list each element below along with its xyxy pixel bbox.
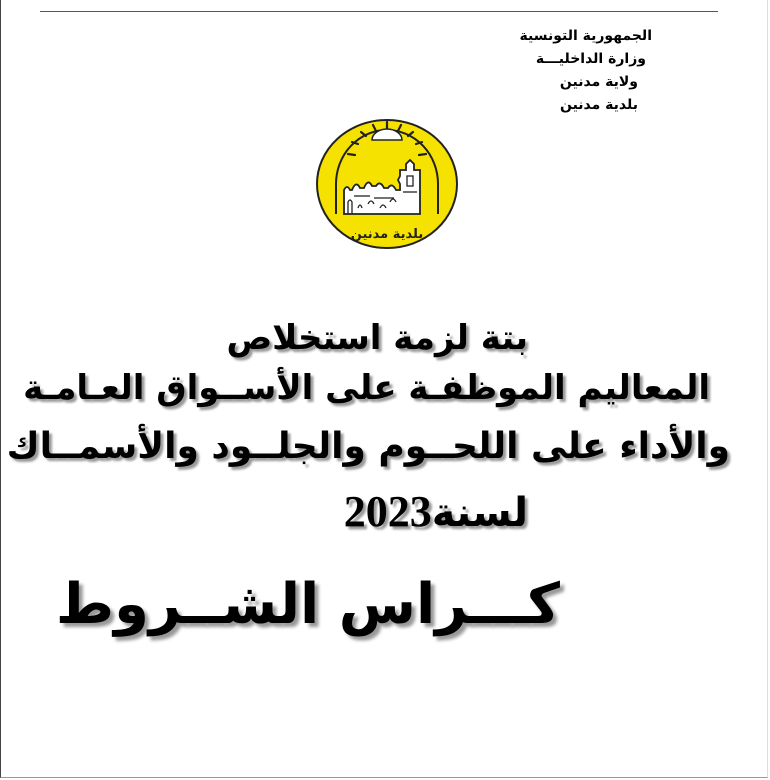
header-governorate: ولاية مدنين	[559, 74, 638, 90]
header-republic: الجمهورية التونسية	[519, 28, 652, 44]
title-line-3: والأداء على اللحــوم والجلــود والأسمــاك	[6, 426, 730, 467]
letterhead	[520, 25, 653, 117]
header-municipality: بلدية مدنين	[559, 97, 638, 113]
header-ministry: وزارة الداخليـــة	[535, 51, 646, 67]
top-rule	[40, 11, 718, 12]
municipality-seal-icon	[314, 118, 460, 250]
title-line-1: بتة لزمة استخلاص	[226, 318, 528, 358]
title-year-prefix: لسنة	[431, 490, 528, 536]
title-year: 2023	[343, 487, 432, 536]
main-title: كـــراس الشــروط	[55, 572, 560, 637]
title-line-2: المعاليم الموظفـة على الأســواق العـامـة	[23, 368, 710, 408]
seal-lettering: بلدية مدنين	[350, 227, 424, 242]
title-line-4	[344, 486, 528, 537]
